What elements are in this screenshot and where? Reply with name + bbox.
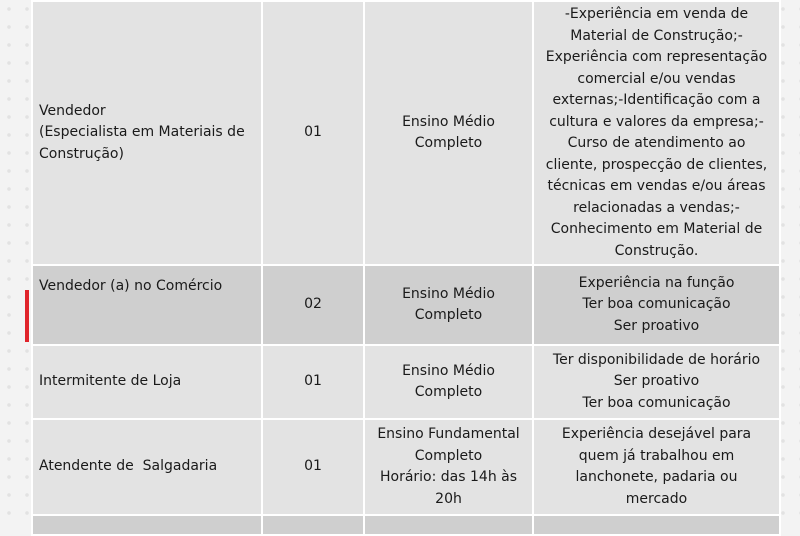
requirements-cell (533, 1, 780, 265)
education-line: Horário: das 14h às (379, 469, 518, 485)
vacancy-count-cell: 01 (262, 1, 364, 265)
decorative-dot-pattern-left (0, 0, 34, 523)
vacancy-count-cell: 01 (262, 345, 364, 419)
requirement-line: -Experiência em venda de (564, 6, 749, 22)
education-line: Ensino Médio (402, 362, 495, 379)
requirement-line: quem já trabalhou em (578, 447, 735, 464)
job-title-cell (32, 1, 262, 265)
requirement-line: relacionadas a vendas;- (573, 199, 740, 216)
vacancy-count-cell: 01 (262, 419, 364, 515)
job-title-line: Vendedor (a) no Comércio (39, 278, 223, 294)
requirement-line: Curso de atendimento ao (567, 135, 746, 151)
education-line: Completo (414, 384, 483, 400)
requirement-line: Experiência desejável para (561, 426, 752, 442)
requirement-line: Ter boa comunicação (582, 394, 731, 411)
job-title-line: (Especialista em Materiais de (39, 124, 245, 141)
education-cell (364, 1, 533, 265)
requirements-cell (533, 265, 780, 345)
requirement-line: Experiência na função (578, 274, 735, 291)
education-line: Completo (414, 447, 483, 464)
requirement-line: Experiência com representação (545, 49, 768, 65)
education-cell (364, 419, 533, 515)
requirement-line: Conhecimento em Material de (550, 221, 763, 237)
job-title-line: Construção) (39, 145, 124, 162)
job-title-cell (32, 345, 262, 419)
empty-cell (262, 515, 364, 535)
table-row (32, 265, 780, 345)
requirement-line: lanchonete, padaria ou (575, 469, 738, 485)
table-row (32, 515, 780, 535)
education-line: 20h (435, 490, 462, 507)
empty-cell (32, 515, 262, 535)
requirements-cell (533, 419, 780, 515)
requirement-line: Construção. (614, 242, 699, 259)
requirement-line: Ser proativo (613, 373, 700, 390)
requirement-line: Ter boa comunicação (582, 296, 731, 313)
job-title-line: Intermitente de Loja (39, 373, 182, 390)
table-row (32, 1, 780, 265)
requirement-line: cliente, prospecção de clientes, (545, 156, 768, 173)
job-title-line: Atendente de Salgadaria (39, 458, 218, 475)
requirement-line: externas;-Identificação com a (552, 92, 761, 108)
requirement-line: Ser proativo (613, 317, 700, 334)
job-title-cell (32, 265, 262, 345)
requirement-line: Material de Construção;- (570, 27, 743, 44)
requirement-line: técnicas em vendas e/ou áreas (547, 178, 766, 194)
education-line: Completo (414, 135, 483, 151)
requirement-line: comercial e/ou vendas (577, 70, 736, 87)
table-row (32, 345, 780, 419)
vacancy-count-cell: 02 (262, 265, 364, 345)
education-line: Ensino Fundamental (377, 426, 520, 442)
education-line: Completo (414, 307, 483, 323)
education-line: Ensino Médio (402, 113, 495, 130)
requirement-line: mercado (625, 490, 688, 507)
education-cell (364, 265, 533, 345)
job-title-cell (32, 419, 262, 515)
job-title-line: Vendedor (39, 102, 106, 119)
empty-cell (533, 515, 780, 535)
education-cell (364, 345, 533, 419)
requirement-line: cultura e valores da empresa;- (549, 113, 764, 130)
education-line: Ensino Médio (402, 285, 495, 302)
red-accent-bar (25, 290, 29, 342)
requirements-cell (533, 345, 780, 419)
requirement-line: Ter disponibilidade de horário (552, 351, 761, 368)
job-openings-table (31, 0, 781, 536)
table-row (32, 419, 780, 515)
empty-cell (364, 515, 533, 535)
